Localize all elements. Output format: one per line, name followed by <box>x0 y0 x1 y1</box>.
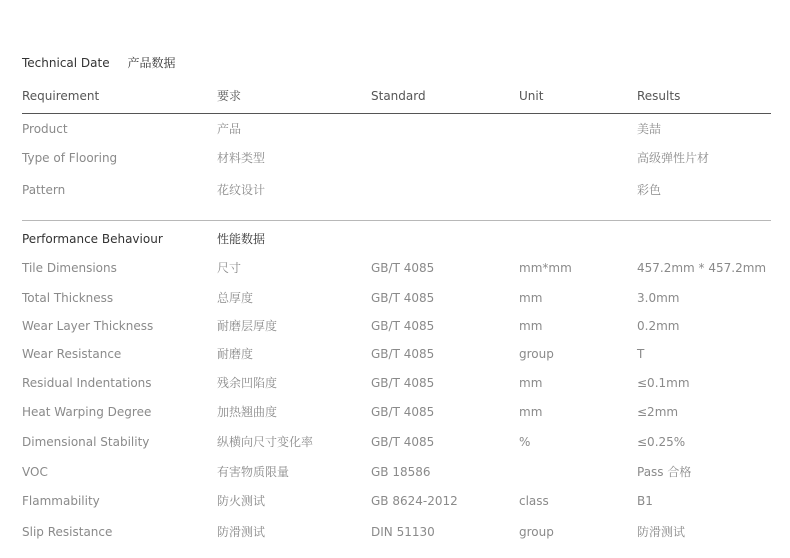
row-unit: mm <box>519 319 543 333</box>
row-result: 美喆 <box>637 122 662 136</box>
row-result: B1 <box>637 494 653 508</box>
row-label-zh: 耐磨层厚度 <box>217 319 278 333</box>
row-result: 0.2mm <box>637 319 680 333</box>
row-label-zh: 防滑测试 <box>217 525 266 539</box>
table-row <box>0 344 790 364</box>
row-unit: % <box>519 435 531 449</box>
page-title <box>22 54 175 71</box>
row-label-zh: 防火测试 <box>217 494 266 508</box>
performance-section-header <box>0 229 790 249</box>
row-result: 457.2mm * 457.2mm <box>637 261 767 275</box>
table-row <box>0 288 790 308</box>
row-result: ≤0.1mm <box>637 376 690 390</box>
table-row <box>0 432 790 452</box>
table-row <box>0 180 790 200</box>
section-title-zh: 性能数据 <box>217 232 266 246</box>
table-row <box>0 119 790 139</box>
header-unit: Unit <box>519 89 544 103</box>
row-result: 彩色 <box>637 183 662 197</box>
row-standard: GB/T 4085 <box>371 261 435 275</box>
row-label-zh: 材料类型 <box>217 151 266 165</box>
row-unit: group <box>519 347 554 361</box>
row-label-en: Dimensional Stability <box>22 435 150 449</box>
row-label-en: Tile Dimensions <box>22 261 117 275</box>
section-title-en: Performance Behaviour <box>22 232 163 246</box>
section-divider <box>22 220 771 221</box>
row-label-en: Heat Warping Degree <box>22 405 152 419</box>
row-unit: class <box>519 494 549 508</box>
row-label-en: Slip Resistance <box>22 525 113 539</box>
row-label-en: Product <box>22 122 68 136</box>
row-result: ≤2mm <box>637 405 679 419</box>
row-standard: GB/T 4085 <box>371 435 435 449</box>
row-result: T <box>637 347 645 361</box>
row-standard: GB 18586 <box>371 465 431 479</box>
header-standard: Standard <box>371 89 426 103</box>
header-requirement: Requirement <box>22 89 100 103</box>
row-label-zh: 加热翘曲度 <box>217 405 278 419</box>
row-label-zh: 纵横向尺寸变化率 <box>217 435 314 449</box>
row-result: Pass 合格 <box>637 465 692 479</box>
page-title-zh: 产品数据 <box>127 56 176 70</box>
row-standard: GB/T 4085 <box>371 405 435 419</box>
table-row <box>0 402 790 422</box>
row-unit: mm*mm <box>519 261 572 275</box>
header-requirement-zh: 要求 <box>217 89 242 103</box>
row-label-en: Flammability <box>22 494 100 508</box>
row-label-en: Residual Indentations <box>22 376 152 390</box>
row-label-zh: 尺寸 <box>217 261 242 275</box>
row-unit: mm <box>519 405 543 419</box>
header-results: Results <box>637 89 681 103</box>
table-row <box>0 491 790 511</box>
row-standard: GB/T 4085 <box>371 376 435 390</box>
row-label-en: VOC <box>22 465 48 479</box>
row-label-zh: 产品 <box>217 122 242 136</box>
row-label-en: Pattern <box>22 183 66 197</box>
row-unit: mm <box>519 291 543 305</box>
table-header-row <box>0 86 790 106</box>
row-result: 高级弹性片材 <box>637 151 710 165</box>
table-row <box>0 373 790 393</box>
row-label-zh: 有害物质限量 <box>217 465 290 479</box>
row-label-en: Wear Layer Thickness <box>22 319 154 333</box>
row-standard: GB 8624-2012 <box>371 494 458 508</box>
table-row <box>0 462 790 482</box>
row-standard: GB/T 4085 <box>371 319 435 333</box>
row-result: 防滑测试 <box>637 525 686 539</box>
table-row <box>0 522 790 542</box>
header-divider <box>22 113 771 114</box>
row-label-zh: 总厚度 <box>217 291 254 305</box>
row-label-zh: 残余凹陷度 <box>217 376 278 390</box>
row-label-en: Type of Flooring <box>22 151 118 165</box>
row-unit: mm <box>519 376 543 390</box>
table-row <box>0 316 790 336</box>
row-standard: GB/T 4085 <box>371 291 435 305</box>
row-label-zh: 花纹设计 <box>217 183 266 197</box>
row-label-en: Wear Resistance <box>22 347 122 361</box>
row-result: ≤0.25% <box>637 435 686 449</box>
row-result: 3.0mm <box>637 291 680 305</box>
table-row <box>0 258 790 278</box>
table-row <box>0 148 790 168</box>
row-label-zh: 耐磨度 <box>217 347 254 361</box>
row-standard: DIN 51130 <box>371 525 435 539</box>
row-unit: group <box>519 525 554 539</box>
page-title-en: Technical Date <box>22 56 110 70</box>
row-label-en: Total Thickness <box>22 291 114 305</box>
row-standard: GB/T 4085 <box>371 347 435 361</box>
